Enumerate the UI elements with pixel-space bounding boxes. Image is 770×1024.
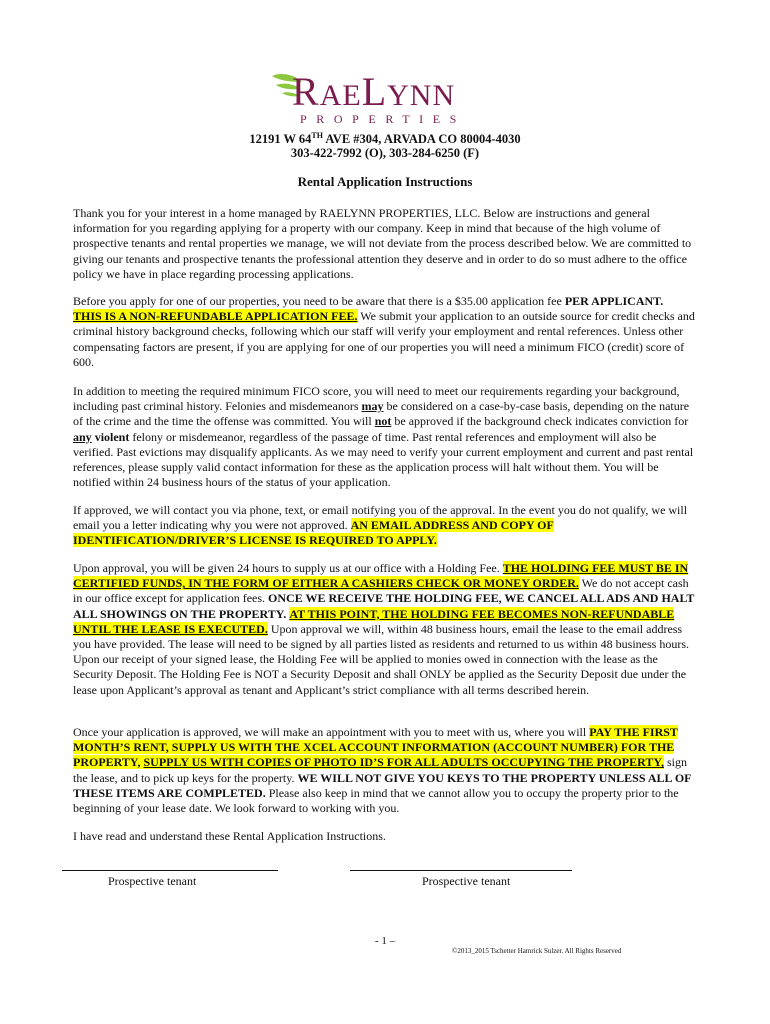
holding-fee-paragraph: Upon approval, you will be given 24 hours to supply us at our office with a Holding Fee. THE HOLDING FEE MUST BE IN CERTIFIED FUNDS, IN THE FORM OF EITHER A CASHIERS CHECK OR MONEY ORDER. We do not accept cash in our office except for application fees. ONCE WE RECEIVE THE HOLDING FEE, WE CANCEL ALL ADS AND HALT ALL SHOWINGS ON THE PROPERTY. AT THIS POINT, THE HOLDING FEE BECOMES NON-REFUNDABLE UNTIL THE LEASE IS EXECUTED. Upon approval we will, within 48 business hours, email the lease to the email address you have provided. The lease will need to be signed by all parties listed as residents and returned to us within 48 business hours. Upon our receipt of your signed lease, the Holding Fee will be applied to monies owed in connection with the lease as the Security Deposit. The Holding Fee is NOT a Security Deposit and shall ONLY be applied as the Security Deposit due under the lease upon Applicant’s approval as tenant and Applicant’s strict compliance with all terms described herein.: [73, 561, 695, 697]
approval-paragraph: If approved, we will contact you via phone, text, or email notifying you of the approval. In the event you do not qualify, we will email you a letter indicating why you were not approved. AN EMAIL ADDRESS AND COPY OF IDENTIFICATION/DRIVER’S LICENSE IS REQUIRED TO APPLY.: [73, 503, 688, 548]
document-title: Rental Application Instructions: [297, 174, 473, 189]
signature-line-1[interactable]: [62, 870, 278, 871]
company-phones: 303-422-7992 (O), 303-284-6250 (F): [290, 146, 480, 160]
acknowledgement-text: I have read and understand these Rental Application Instructions.: [73, 829, 386, 843]
company-logo: [270, 70, 510, 132]
signature-label-2: Prospective tenant: [422, 874, 511, 888]
signature-line-2[interactable]: [350, 870, 572, 871]
page-number: - 1 –: [374, 935, 396, 947]
background-check-paragraph: In addition to meeting the required minimum FICO score, you will need to meet our requirements regarding your background, including past criminal history. Felonies and misdemeanors may be considered on a case-by-case basis, depending on the nature of the crime and the time the offense was committed. You will not be approved if the background check indicates conviction for any violent felony or misdemeanor, regardless of the passage of time. Past rental references and employment will also be verified. Past evictions may disqualify applicants. As we may need to verify your current employment and current and past rental references, please supply valid contact information for these as the application process will halt without them. You will be notified within 24 business hours of the status of your application.: [73, 384, 694, 490]
logo-subtitle: PROPERTIES: [300, 112, 466, 126]
signature-label-1: Prospective tenant: [108, 874, 197, 888]
copyright-notice: ©2013_2015 Tschetter Hamrick Sulzer. All Rights Reserved: [452, 947, 622, 955]
application-fee-paragraph: Before you apply for one of our properties, you need to be aware that there is a $35.00 application fee PER APPLICANT. THIS IS A NON-REFUNDABLE APPLICATION FEE. We submit your application to an outside source for credit checks and criminal history background checks, following which our staff will verify your employment and rental references. Unless other compensating factors are present, if you are applying for one of our properties you will need a minimum FICO (credit) score of 600.: [73, 294, 695, 369]
move-in-paragraph: Once your application is approved, we will make an appointment with you to meet with us, where you will PAY THE FIRST MONTH’S RENT, SUPPLY US WITH THE XCEL ACCOUNT INFORMATION (ACCOUNT NUMBER) FOR THE PROPERTY, SUPPLY US WITH COPIES OF PHOTO ID’S FOR ALL ADULTS OCCUPYING THE PROPERTY, sign the lease, and to pick up keys for the property. WE WILL NOT GIVE YOU KEYS TO THE PROPERTY UNLESS ALL OF THESE ITEMS ARE COMPLETED. Please also keep in mind that we cannot allow you to occupy the property prior to the beginning of your lease date. We look forward to working with you.: [73, 725, 692, 816]
logo-wordmark: RAELYNN: [292, 69, 456, 114]
intro-paragraph: Thank you for your interest in a home managed by RAELYNN PROPERTIES, LLC. Below are instructions and general information for you regarding applying for a property with our company. Keep in mind that because of the high volume of prospective tenants and rental properties we manage, we will not deviate from the process described below. We are committed to giving our tenants and prospective tenants the professional attention they deserve and in order to do so must adhere to the office policy we have in place regarding processing applications.: [73, 206, 692, 281]
company-address: 12191 W 64TH AVE #304, ARVADA CO 80004-4030: [249, 131, 521, 147]
